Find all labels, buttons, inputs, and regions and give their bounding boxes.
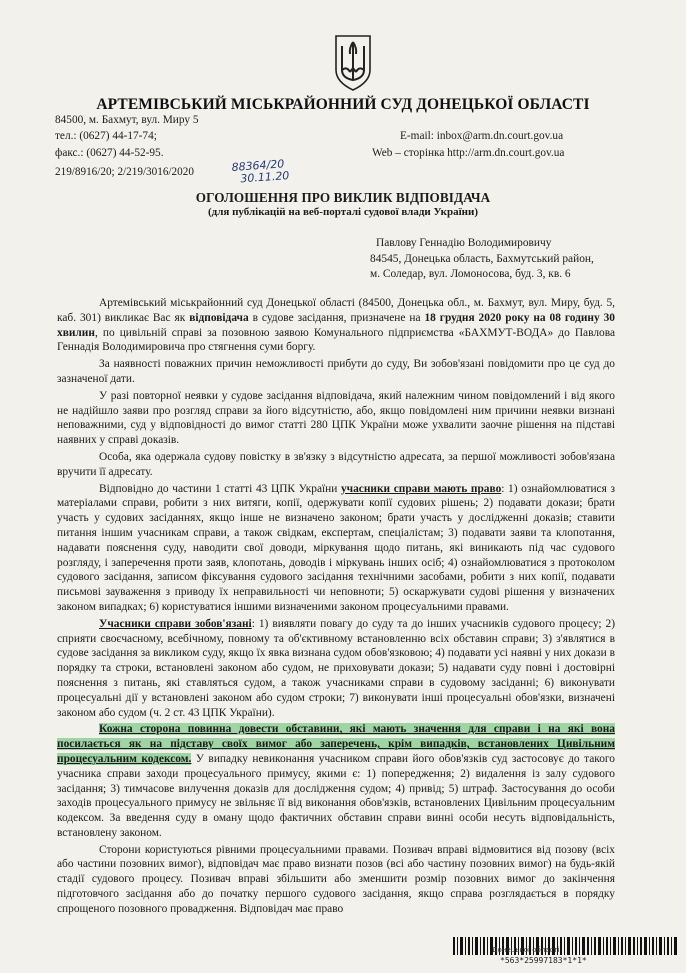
- addressee-address-line: м. Соледар, вул. Ломоносова, буд. 3, кв. 6: [370, 268, 571, 280]
- barcode-text: *563*25997183*1*1*: [500, 956, 587, 965]
- handwritten-date: 30.11.20: [239, 169, 290, 186]
- addressee-address-line: 84545, Донецька область, Бахмутський район,: [370, 252, 594, 265]
- document-title: ОГОЛОШЕННЯ ПРО ВИКЛИК ВІДПОВІДАЧА: [195, 190, 491, 205]
- court-website: Web – сторінка http://arm.dn.court.gov.ua: [372, 147, 565, 159]
- paragraph-default-judgment: У разі повторної неявки у судове засідання відповідача, який належним чином повідомлений і від якого не надійшло заяви про розгляд справи за його відсутністю, або, якщо повідомлені ним причини неявки визнані неповажними, суд у відповідності до вимог статті 280 ЦПК України може ухвалити заочне рішення на підставі наявних у справі доказів.: [57, 389, 615, 447]
- trident-emblem-icon: [330, 32, 376, 94]
- paragraph-delivery: Особа, яка одержала судову повістку в зв'язку з відсутністю адресата, за першої можливості зобов'язана вручити її адресату.: [57, 450, 615, 478]
- court-fax: факс.: (0627) 44-52-95.: [55, 147, 164, 159]
- barcode-icon: [453, 937, 678, 955]
- paragraph-rights: Відповідно до частини 1 статті 43 ЦПК України учасники справи мають право: 1) ознайомлюватися з матеріалами справи, робити з них витяги, копії, одержувати копії судових рішень; 2) подавати докази; брати участь у судових засіданнях, якщо інше не визначено законом; брати участь у дослідженні доказів; ставити питання іншим учасникам справи, а також свідкам, експертам, спеціалістам; 3) подавати заяви та клопотання, надавати пояснення суду, наводити свої доводи, міркування щодо питань, які виникають під час судового розгляду, і заперечення проти заяв, клопотань, доводів і міркувань інших осіб; 4) ознайомлюватися з протоколом судового засідання, записом фіксування судового засідання технічними засобами, робити з них копії, подавати письмові зауваження з приводу їх неправильності чи неповноти; 5) оскаржувати судові рішення у визначених законом випадках; 6) користуватися іншими визначеними законом процесуальними правами.: [57, 482, 615, 613]
- court-email: E-mail: inbox@arm.dn.court.gov.ua: [400, 130, 564, 142]
- court-name-heading: АРТЕМІВСЬКИЙ МІСЬКРАЙОННИЙ СУД ДОНЕЦЬКОЇ ОБЛАСТІ: [96, 96, 590, 113]
- handwritten-number: 88364/20: [231, 157, 285, 174]
- court-stamp-text: Донецької області: [492, 946, 560, 954]
- handwritten-registration: [231, 158, 290, 186]
- court-phone: тел.: (0627) 44-17-74;: [55, 130, 157, 142]
- addressee-name: Павлову Геннадію Володимировичу: [376, 237, 552, 249]
- paragraph-burden-of-proof: Кожна сторона повинна довести обставини, які мають значення для справи і на які вона посилається як на підставу своїх вимог або заперечень, крім випадків, встановлених Цивільним процесуальним кодексом. У випадку невиконання учасником справи його обов'язків суд застосовує до такого учасника справи заходи процесуального примусу, якими є: 1) попередження; 2) видалення із залу судового засідання; 3) тимчасове вилучення доказів для дослідження судом; 4) привід; 5) штраф. Застосування до особи заходів процесуального примусу не звільняє її від виконання обов'язків, встановлених Цивільним процесуальним кодексом. За введення суду в оману щодо фактичних обставин справи винні особи несуть відповідальність, встановлену законом.: [57, 723, 616, 839]
- paragraph-obligations: Учасники справи зобов'язані: 1) виявляти повагу до суду та до інших учасників судового процесу; 2) сприяти своєчасному, всебічному, повному та об'єктивному встановленню всіх обставин справи; 3) з'являтися в судове засідання за викликом суду, якщо їх явка визнана судом обов'язковою; 4) подавати усі наявні у них докази в порядку та строки, встановлені законом або судом, не приховувати докази; 5) надавати суду повні і достовірні пояснення з питань, які ставляться судом, а також учасниками справи в судовому засіданні; 6) виконувати процесуальні дії у встановлені законом або судом строки; 7) виконувати інші процесуальні обов'язки, визначені законом або судом (ч. 2 ст. 43 ЦПК України).: [57, 617, 615, 719]
- document-subtitle: (для публікацій на веб-порталі судової влади України): [207, 206, 479, 218]
- paragraph-equal-rights: Сторони користуються рівними процесуальними правами. Позивач вправі відмовитися від позову (всіх або частини позовних вимог), відповідач має право визнати позов (всі або частину позовних вимог) на будь-якій стадії судового процесу. Позивач вправі збільшити або зменшити розмір позовних вимог до закінчення підготовчого засідання або до початку першого судового засідання, якщо справа розглядається в порядку спрощеного позовного провадження. Відповідач має право: [57, 843, 615, 915]
- notice-body: [57, 296, 615, 917]
- case-numbers: 219/8916/20; 2/219/3016/2020: [55, 166, 194, 178]
- addressee-block: [370, 236, 594, 283]
- court-address: 84500, м. Бахмут, вул. Миру 5: [55, 114, 199, 126]
- paragraph-notify: За наявності поважних причин неможливості прибути до суду, Ви зобов'язані повідомити про це суд до зазначеної дати.: [57, 358, 615, 385]
- paragraph-summons: Артемівський міськрайонний суд Донецької області (84500, Донецька обл., м. Бахмут, вул. Миру, буд. 5, каб. 301) викликає Вас як відповідача в судове засідання, призначене на 18 грудня 2020 року на 08 годину 30 хвилин, по цивільній справі за позовною заявою Комунального підприємства «БАХМУТ-ВОДА» до Павлова Геннадія Володимировича про стягнення суми боргу.: [57, 297, 616, 354]
